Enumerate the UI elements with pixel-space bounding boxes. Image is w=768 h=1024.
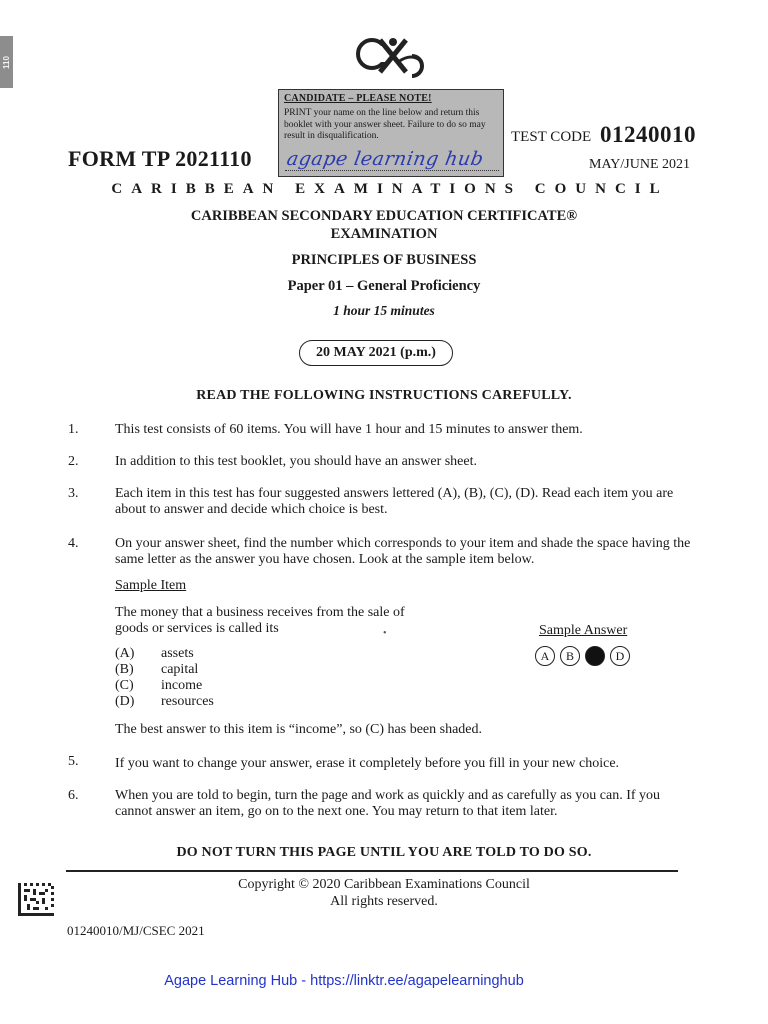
footer-divider [66, 870, 678, 872]
examination-title: EXAMINATION [330, 226, 438, 242]
exam-session: MAY/JUNE 2021 [589, 157, 690, 172]
subject-title: PRINCIPLES OF BUSINESS [291, 252, 477, 268]
sample-question: The money that a business receives from the sale of goods or services is called its [115, 605, 405, 636]
do-not-turn-warning: DO NOT TURN THIS PAGE UNTIL YOU ARE TOLD TO DO SO. [176, 845, 592, 860]
footer-link[interactable]: Agape Learning Hub - https://linktr.ee/agapelearninghub [164, 973, 524, 989]
option-letter: (A) [115, 646, 135, 661]
instructions-heading: READ THE FOLLOWING INSTRUCTIONS CAREFULLY. [196, 388, 572, 403]
exam-date-text: 20 MAY 2021 (p.m.) [316, 345, 436, 360]
option-letter: (B) [115, 662, 134, 677]
instruction-text: Each item in this test has four suggested answers lettered (A), (B), (C), (D). Read each item you are about to answer and decide which choice is best. [115, 486, 674, 517]
instruction-text: When you are told to begin, turn the page and work as quickly and as carefully as you can. If you cannot answer an item, go on to the next one. You may return to that item later. [115, 788, 661, 819]
instruction-number: 2. [68, 454, 79, 469]
form-number: FORM TP 2021110 [68, 146, 252, 171]
cxc-logo [352, 32, 426, 80]
copyright-block [0, 876, 768, 910]
candidate-name-field[interactable]: agape learning hub [285, 148, 503, 171]
sample-answer-label: Sample Answer [539, 623, 628, 638]
instruction-number: 6. [68, 788, 79, 803]
answer-bubble-a[interactable]: A [535, 646, 555, 666]
exam-duration: 1 hour 15 minutes [333, 303, 435, 318]
council-name: CARIBBEAN EXAMINATIONS COUNCIL [111, 181, 669, 197]
option-text: assets [161, 646, 194, 661]
option-text: resources [161, 694, 214, 709]
option-text: capital [161, 662, 199, 677]
edge-tab-label: 110 [2, 55, 11, 69]
instruction-number: 3. [68, 486, 79, 501]
sample-explanation: The best answer to this item is “income”, so (C) has been shaded. [115, 722, 483, 737]
stray-mark: • [383, 628, 387, 639]
sample-answer-bubbles [535, 646, 630, 666]
answer-bubble-c-shaded[interactable]: C [585, 646, 605, 666]
test-code-value: 01240010 [600, 122, 696, 147]
notice-title: CANDIDATE – PLEASE NOTE! [284, 93, 432, 104]
instruction-text: On your answer sheet, find the number which corresponds to your item and shade the space having the same letter as the answer you have chosen. Look at the sample item below. [115, 536, 691, 567]
notice-body: PRINT your name on the line below and return this booklet with your answer sheet. Failure to do so may result in disqualification. [284, 108, 486, 141]
instruction-text: In addition to this test booklet, you should have an answer sheet. [115, 454, 477, 469]
certificate-title: CARIBBEAN SECONDARY EDUCATION CERTIFICATE® [190, 208, 578, 224]
rights-text: All rights reserved. [330, 894, 438, 909]
instruction-text: This test consists of 60 items. You will have 1 hour and 15 minutes to answer them. [115, 422, 583, 437]
sample-item-label: Sample Item [115, 578, 187, 593]
instruction-number: 5. [68, 754, 79, 769]
answer-bubble-b[interactable]: B [560, 646, 580, 666]
exam-date [299, 340, 453, 366]
option-text: income [161, 678, 203, 693]
paper-title: Paper 01 – General Proficiency [287, 278, 481, 294]
test-code-label: TEST CODE [511, 129, 592, 145]
option-letter: (D) [115, 694, 135, 709]
paper-reference-code: 01240010/MJ/CSEC 2021 [67, 923, 205, 938]
page-edge-tab [0, 36, 13, 88]
instruction-text: If you want to change your answer, erase it completely before you fill in your new choice. [115, 756, 620, 771]
copyright-text: Copyright © 2020 Caribbean Examinations Council [238, 877, 530, 892]
answer-bubble-d[interactable]: D [610, 646, 630, 666]
option-letter: (C) [115, 678, 134, 693]
datamatrix-barcode [18, 883, 54, 916]
candidate-notice-box [278, 89, 504, 177]
instruction-number: 1. [68, 422, 79, 437]
instruction-number: 4. [68, 536, 79, 551]
